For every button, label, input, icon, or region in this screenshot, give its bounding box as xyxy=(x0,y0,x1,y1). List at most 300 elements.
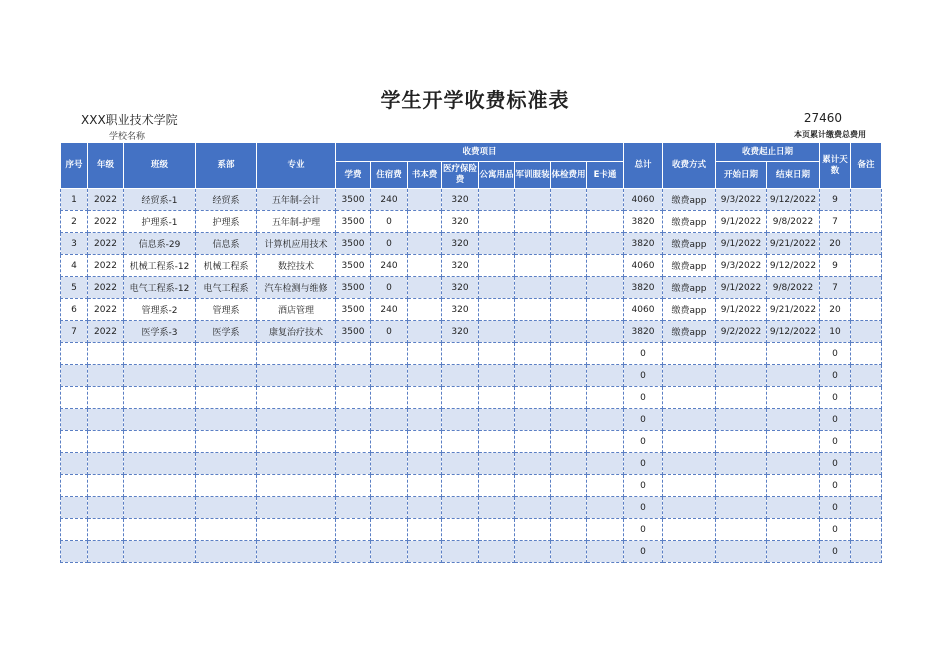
cell-end[interactable]: 9/12/2022 xyxy=(767,189,820,211)
cell-class[interactable]: 经贸系-1 xyxy=(124,189,196,211)
cell-days[interactable]: 0 xyxy=(820,497,851,519)
cell-start[interactable] xyxy=(716,475,767,497)
cell-grade[interactable]: 2022 xyxy=(88,321,124,343)
cell-dept[interactable]: 电气工程系 xyxy=(196,277,257,299)
cell-dept[interactable]: 机械工程系 xyxy=(196,255,257,277)
cell-ecard[interactable] xyxy=(587,321,624,343)
cell-pay[interactable] xyxy=(663,387,716,409)
cell-supplies[interactable] xyxy=(479,497,515,519)
cell-supplies[interactable] xyxy=(479,409,515,431)
cell-uniform[interactable] xyxy=(515,277,551,299)
cell-uniform[interactable] xyxy=(515,233,551,255)
cell-class[interactable] xyxy=(124,343,196,365)
cell-dorm[interactable]: 240 xyxy=(371,255,408,277)
cell-remark[interactable] xyxy=(851,453,882,475)
cell-sum[interactable]: 0 xyxy=(624,365,663,387)
cell-supplies[interactable] xyxy=(479,321,515,343)
cell-end[interactable]: 9/8/2022 xyxy=(767,211,820,233)
cell-dorm[interactable] xyxy=(371,453,408,475)
cell-pay[interactable]: 缴费app xyxy=(663,233,716,255)
cell-uniform[interactable] xyxy=(515,255,551,277)
cell-uniform[interactable] xyxy=(515,475,551,497)
cell-pay[interactable]: 缴费app xyxy=(663,277,716,299)
cell-start[interactable] xyxy=(716,365,767,387)
cell-grade[interactable] xyxy=(88,409,124,431)
cell-major[interactable] xyxy=(257,519,336,541)
cell-major[interactable]: 酒店管理 xyxy=(257,299,336,321)
cell-seq[interactable] xyxy=(61,541,88,563)
cell-start[interactable] xyxy=(716,343,767,365)
cell-major[interactable]: 数控技术 xyxy=(257,255,336,277)
cell-medical[interactable] xyxy=(442,343,479,365)
cell-days[interactable]: 0 xyxy=(820,409,851,431)
cell-grade[interactable] xyxy=(88,365,124,387)
cell-class[interactable] xyxy=(124,453,196,475)
cell-dorm[interactable] xyxy=(371,475,408,497)
cell-seq[interactable]: 6 xyxy=(61,299,88,321)
cell-major[interactable] xyxy=(257,497,336,519)
cell-ecard[interactable] xyxy=(587,387,624,409)
cell-ecard[interactable] xyxy=(587,497,624,519)
cell-dept[interactable] xyxy=(196,343,257,365)
cell-ecard[interactable] xyxy=(587,541,624,563)
cell-dorm[interactable]: 240 xyxy=(371,299,408,321)
cell-pay[interactable] xyxy=(663,541,716,563)
cell-seq[interactable] xyxy=(61,343,88,365)
cell-dorm[interactable]: 0 xyxy=(371,277,408,299)
cell-uniform[interactable] xyxy=(515,189,551,211)
cell-sum[interactable]: 0 xyxy=(624,475,663,497)
cell-start[interactable] xyxy=(716,519,767,541)
cell-seq[interactable] xyxy=(61,497,88,519)
cell-physical[interactable] xyxy=(551,387,587,409)
cell-books[interactable] xyxy=(408,277,442,299)
cell-books[interactable] xyxy=(408,365,442,387)
cell-medical[interactable]: 320 xyxy=(442,321,479,343)
cell-tuition[interactable]: 3500 xyxy=(336,321,371,343)
cell-medical[interactable] xyxy=(442,409,479,431)
cell-start[interactable]: 9/3/2022 xyxy=(716,255,767,277)
cell-uniform[interactable] xyxy=(515,431,551,453)
cell-medical[interactable] xyxy=(442,453,479,475)
cell-class[interactable] xyxy=(124,497,196,519)
cell-supplies[interactable] xyxy=(479,211,515,233)
cell-class[interactable]: 护理系-1 xyxy=(124,211,196,233)
cell-dorm[interactable] xyxy=(371,387,408,409)
cell-physical[interactable] xyxy=(551,497,587,519)
cell-dept[interactable]: 护理系 xyxy=(196,211,257,233)
cell-tuition[interactable] xyxy=(336,497,371,519)
cell-supplies[interactable] xyxy=(479,541,515,563)
cell-remark[interactable] xyxy=(851,299,882,321)
cell-grade[interactable]: 2022 xyxy=(88,189,124,211)
cell-seq[interactable]: 2 xyxy=(61,211,88,233)
cell-books[interactable] xyxy=(408,233,442,255)
cell-class[interactable]: 机械工程系-12 xyxy=(124,255,196,277)
cell-physical[interactable] xyxy=(551,255,587,277)
cell-dept[interactable] xyxy=(196,475,257,497)
cell-start[interactable]: 9/3/2022 xyxy=(716,189,767,211)
cell-sum[interactable]: 0 xyxy=(624,343,663,365)
cell-uniform[interactable] xyxy=(515,409,551,431)
cell-supplies[interactable] xyxy=(479,277,515,299)
cell-physical[interactable] xyxy=(551,321,587,343)
cell-pay[interactable] xyxy=(663,343,716,365)
cell-pay[interactable] xyxy=(663,453,716,475)
cell-books[interactable] xyxy=(408,519,442,541)
cell-books[interactable] xyxy=(408,343,442,365)
cell-grade[interactable]: 2022 xyxy=(88,299,124,321)
cell-books[interactable] xyxy=(408,299,442,321)
cell-medical[interactable] xyxy=(442,541,479,563)
cell-physical[interactable] xyxy=(551,475,587,497)
cell-dorm[interactable] xyxy=(371,365,408,387)
cell-remark[interactable] xyxy=(851,343,882,365)
cell-pay[interactable] xyxy=(663,409,716,431)
cell-days[interactable]: 9 xyxy=(820,255,851,277)
cell-seq[interactable] xyxy=(61,453,88,475)
cell-physical[interactable] xyxy=(551,431,587,453)
cell-grade[interactable]: 2022 xyxy=(88,255,124,277)
cell-end[interactable] xyxy=(767,475,820,497)
cell-dorm[interactable] xyxy=(371,431,408,453)
cell-start[interactable] xyxy=(716,431,767,453)
cell-major[interactable]: 五年制-会计 xyxy=(257,189,336,211)
cell-end[interactable] xyxy=(767,409,820,431)
cell-physical[interactable] xyxy=(551,299,587,321)
cell-major[interactable]: 康复治疗技术 xyxy=(257,321,336,343)
cell-books[interactable] xyxy=(408,255,442,277)
cell-dorm[interactable] xyxy=(371,497,408,519)
cell-major[interactable] xyxy=(257,475,336,497)
cell-start[interactable] xyxy=(716,387,767,409)
cell-start[interactable] xyxy=(716,541,767,563)
cell-remark[interactable] xyxy=(851,277,882,299)
cell-ecard[interactable] xyxy=(587,453,624,475)
cell-ecard[interactable] xyxy=(587,277,624,299)
cell-seq[interactable]: 3 xyxy=(61,233,88,255)
cell-medical[interactable] xyxy=(442,365,479,387)
cell-major[interactable] xyxy=(257,431,336,453)
cell-physical[interactable] xyxy=(551,343,587,365)
cell-uniform[interactable] xyxy=(515,519,551,541)
cell-supplies[interactable] xyxy=(479,453,515,475)
cell-major[interactable] xyxy=(257,387,336,409)
cell-days[interactable]: 0 xyxy=(820,365,851,387)
cell-dept[interactable] xyxy=(196,387,257,409)
cell-seq[interactable] xyxy=(61,431,88,453)
cell-dorm[interactable]: 0 xyxy=(371,233,408,255)
cell-days[interactable]: 9 xyxy=(820,189,851,211)
cell-ecard[interactable] xyxy=(587,475,624,497)
cell-pay[interactable] xyxy=(663,519,716,541)
cell-dept[interactable]: 信息系 xyxy=(196,233,257,255)
cell-seq[interactable] xyxy=(61,365,88,387)
cell-sum[interactable]: 0 xyxy=(624,431,663,453)
cell-seq[interactable] xyxy=(61,519,88,541)
cell-days[interactable]: 0 xyxy=(820,475,851,497)
cell-uniform[interactable] xyxy=(515,321,551,343)
cell-seq[interactable] xyxy=(61,475,88,497)
cell-grade[interactable] xyxy=(88,387,124,409)
cell-grade[interactable] xyxy=(88,497,124,519)
cell-uniform[interactable] xyxy=(515,497,551,519)
cell-books[interactable] xyxy=(408,541,442,563)
cell-days[interactable]: 10 xyxy=(820,321,851,343)
cell-end[interactable] xyxy=(767,343,820,365)
cell-major[interactable] xyxy=(257,541,336,563)
cell-end[interactable] xyxy=(767,431,820,453)
cell-pay[interactable] xyxy=(663,497,716,519)
cell-ecard[interactable] xyxy=(587,365,624,387)
cell-seq[interactable] xyxy=(61,387,88,409)
cell-sum[interactable]: 4060 xyxy=(624,255,663,277)
cell-days[interactable]: 20 xyxy=(820,299,851,321)
cell-days[interactable]: 0 xyxy=(820,343,851,365)
cell-tuition[interactable]: 3500 xyxy=(336,189,371,211)
cell-major[interactable] xyxy=(257,365,336,387)
cell-days[interactable]: 0 xyxy=(820,387,851,409)
cell-sum[interactable]: 0 xyxy=(624,409,663,431)
cell-physical[interactable] xyxy=(551,409,587,431)
cell-remark[interactable] xyxy=(851,365,882,387)
cell-major[interactable]: 汽车检测与维修 xyxy=(257,277,336,299)
cell-sum[interactable]: 4060 xyxy=(624,299,663,321)
cell-remark[interactable] xyxy=(851,321,882,343)
cell-end[interactable] xyxy=(767,387,820,409)
cell-books[interactable] xyxy=(408,321,442,343)
cell-supplies[interactable] xyxy=(479,519,515,541)
cell-medical[interactable]: 320 xyxy=(442,233,479,255)
cell-start[interactable] xyxy=(716,409,767,431)
cell-tuition[interactable]: 3500 xyxy=(336,299,371,321)
cell-grade[interactable]: 2022 xyxy=(88,277,124,299)
cell-books[interactable] xyxy=(408,189,442,211)
cell-tuition[interactable]: 3500 xyxy=(336,277,371,299)
cell-end[interactable]: 9/8/2022 xyxy=(767,277,820,299)
cell-dept[interactable]: 经贸系 xyxy=(196,189,257,211)
cell-class[interactable] xyxy=(124,387,196,409)
cell-sum[interactable]: 0 xyxy=(624,541,663,563)
cell-uniform[interactable] xyxy=(515,299,551,321)
cell-physical[interactable] xyxy=(551,277,587,299)
cell-dorm[interactable] xyxy=(371,409,408,431)
cell-days[interactable]: 0 xyxy=(820,431,851,453)
cell-physical[interactable] xyxy=(551,541,587,563)
cell-pay[interactable]: 缴费app xyxy=(663,255,716,277)
cell-supplies[interactable] xyxy=(479,431,515,453)
cell-seq[interactable]: 7 xyxy=(61,321,88,343)
cell-medical[interactable] xyxy=(442,497,479,519)
cell-grade[interactable] xyxy=(88,475,124,497)
cell-remark[interactable] xyxy=(851,255,882,277)
cell-medical[interactable] xyxy=(442,475,479,497)
cell-class[interactable] xyxy=(124,409,196,431)
cell-days[interactable]: 7 xyxy=(820,277,851,299)
cell-end[interactable]: 9/21/2022 xyxy=(767,299,820,321)
cell-remark[interactable] xyxy=(851,233,882,255)
cell-start[interactable]: 9/1/2022 xyxy=(716,277,767,299)
cell-dept[interactable] xyxy=(196,409,257,431)
cell-physical[interactable] xyxy=(551,189,587,211)
cell-days[interactable]: 0 xyxy=(820,519,851,541)
cell-start[interactable]: 9/2/2022 xyxy=(716,321,767,343)
cell-seq[interactable]: 1 xyxy=(61,189,88,211)
cell-ecard[interactable] xyxy=(587,409,624,431)
cell-tuition[interactable] xyxy=(336,365,371,387)
cell-medical[interactable]: 320 xyxy=(442,299,479,321)
cell-start[interactable]: 9/1/2022 xyxy=(716,299,767,321)
cell-books[interactable] xyxy=(408,211,442,233)
cell-ecard[interactable] xyxy=(587,255,624,277)
cell-major[interactable] xyxy=(257,453,336,475)
cell-sum[interactable]: 3820 xyxy=(624,233,663,255)
cell-pay[interactable] xyxy=(663,475,716,497)
cell-supplies[interactable] xyxy=(479,343,515,365)
cell-ecard[interactable] xyxy=(587,431,624,453)
cell-pay[interactable] xyxy=(663,431,716,453)
cell-tuition[interactable] xyxy=(336,387,371,409)
cell-uniform[interactable] xyxy=(515,211,551,233)
cell-dept[interactable] xyxy=(196,453,257,475)
cell-end[interactable]: 9/12/2022 xyxy=(767,255,820,277)
cell-remark[interactable] xyxy=(851,519,882,541)
cell-physical[interactable] xyxy=(551,211,587,233)
cell-uniform[interactable] xyxy=(515,453,551,475)
cell-class[interactable]: 管理系-2 xyxy=(124,299,196,321)
cell-dept[interactable]: 管理系 xyxy=(196,299,257,321)
cell-books[interactable] xyxy=(408,497,442,519)
cell-physical[interactable] xyxy=(551,365,587,387)
cell-class[interactable] xyxy=(124,475,196,497)
cell-dorm[interactable] xyxy=(371,343,408,365)
cell-pay[interactable]: 缴费app xyxy=(663,321,716,343)
cell-ecard[interactable] xyxy=(587,211,624,233)
cell-days[interactable]: 0 xyxy=(820,541,851,563)
cell-remark[interactable] xyxy=(851,189,882,211)
cell-tuition[interactable] xyxy=(336,453,371,475)
cell-pay[interactable]: 缴费app xyxy=(663,299,716,321)
cell-tuition[interactable]: 3500 xyxy=(336,233,371,255)
cell-pay[interactable]: 缴费app xyxy=(663,211,716,233)
cell-tuition[interactable] xyxy=(336,541,371,563)
cell-tuition[interactable]: 3500 xyxy=(336,255,371,277)
cell-supplies[interactable] xyxy=(479,233,515,255)
cell-remark[interactable] xyxy=(851,497,882,519)
cell-seq[interactable] xyxy=(61,409,88,431)
cell-dorm[interactable]: 240 xyxy=(371,189,408,211)
cell-remark[interactable] xyxy=(851,431,882,453)
cell-grade[interactable] xyxy=(88,519,124,541)
cell-start[interactable] xyxy=(716,453,767,475)
cell-class[interactable] xyxy=(124,365,196,387)
cell-dept[interactable]: 医学系 xyxy=(196,321,257,343)
cell-tuition[interactable] xyxy=(336,475,371,497)
cell-medical[interactable] xyxy=(442,519,479,541)
cell-uniform[interactable] xyxy=(515,365,551,387)
cell-end[interactable] xyxy=(767,497,820,519)
cell-supplies[interactable] xyxy=(479,475,515,497)
cell-tuition[interactable] xyxy=(336,431,371,453)
cell-class[interactable] xyxy=(124,519,196,541)
cell-end[interactable]: 9/12/2022 xyxy=(767,321,820,343)
cell-sum[interactable]: 0 xyxy=(624,519,663,541)
cell-medical[interactable]: 320 xyxy=(442,277,479,299)
cell-seq[interactable]: 4 xyxy=(61,255,88,277)
cell-sum[interactable]: 0 xyxy=(624,387,663,409)
cell-tuition[interactable]: 3500 xyxy=(336,211,371,233)
cell-remark[interactable] xyxy=(851,475,882,497)
cell-dorm[interactable]: 0 xyxy=(371,211,408,233)
cell-medical[interactable] xyxy=(442,431,479,453)
cell-books[interactable] xyxy=(408,453,442,475)
cell-days[interactable]: 20 xyxy=(820,233,851,255)
cell-ecard[interactable] xyxy=(587,299,624,321)
cell-uniform[interactable] xyxy=(515,387,551,409)
cell-dorm[interactable] xyxy=(371,519,408,541)
cell-pay[interactable]: 缴费app xyxy=(663,189,716,211)
cell-major[interactable] xyxy=(257,343,336,365)
cell-dept[interactable] xyxy=(196,365,257,387)
cell-sum[interactable]: 0 xyxy=(624,453,663,475)
cell-medical[interactable]: 320 xyxy=(442,211,479,233)
cell-medical[interactable]: 320 xyxy=(442,255,479,277)
cell-major[interactable]: 计算机应用技术 xyxy=(257,233,336,255)
cell-end[interactable] xyxy=(767,365,820,387)
cell-books[interactable] xyxy=(408,475,442,497)
cell-dept[interactable] xyxy=(196,431,257,453)
cell-supplies[interactable] xyxy=(479,387,515,409)
cell-sum[interactable]: 3820 xyxy=(624,321,663,343)
cell-remark[interactable] xyxy=(851,409,882,431)
cell-grade[interactable]: 2022 xyxy=(88,211,124,233)
cell-books[interactable] xyxy=(408,409,442,431)
cell-sum[interactable]: 4060 xyxy=(624,189,663,211)
cell-remark[interactable] xyxy=(851,541,882,563)
cell-physical[interactable] xyxy=(551,519,587,541)
cell-ecard[interactable] xyxy=(587,233,624,255)
cell-tuition[interactable] xyxy=(336,519,371,541)
cell-end[interactable] xyxy=(767,453,820,475)
cell-tuition[interactable] xyxy=(336,409,371,431)
cell-start[interactable] xyxy=(716,497,767,519)
cell-grade[interactable] xyxy=(88,541,124,563)
cell-supplies[interactable] xyxy=(479,365,515,387)
cell-class[interactable]: 信息系-29 xyxy=(124,233,196,255)
cell-class[interactable] xyxy=(124,431,196,453)
cell-major[interactable]: 五年制-护理 xyxy=(257,211,336,233)
cell-dept[interactable] xyxy=(196,519,257,541)
cell-supplies[interactable] xyxy=(479,255,515,277)
cell-grade[interactable]: 2022 xyxy=(88,233,124,255)
cell-days[interactable]: 0 xyxy=(820,453,851,475)
cell-medical[interactable]: 320 xyxy=(442,189,479,211)
cell-books[interactable] xyxy=(408,431,442,453)
cell-pay[interactable] xyxy=(663,365,716,387)
cell-uniform[interactable] xyxy=(515,343,551,365)
cell-grade[interactable] xyxy=(88,431,124,453)
cell-tuition[interactable] xyxy=(336,343,371,365)
cell-medical[interactable] xyxy=(442,387,479,409)
cell-sum[interactable]: 3820 xyxy=(624,211,663,233)
cell-books[interactable] xyxy=(408,387,442,409)
cell-physical[interactable] xyxy=(551,233,587,255)
cell-days[interactable]: 7 xyxy=(820,211,851,233)
cell-supplies[interactable] xyxy=(479,189,515,211)
cell-end[interactable] xyxy=(767,541,820,563)
cell-ecard[interactable] xyxy=(587,519,624,541)
cell-seq[interactable]: 5 xyxy=(61,277,88,299)
